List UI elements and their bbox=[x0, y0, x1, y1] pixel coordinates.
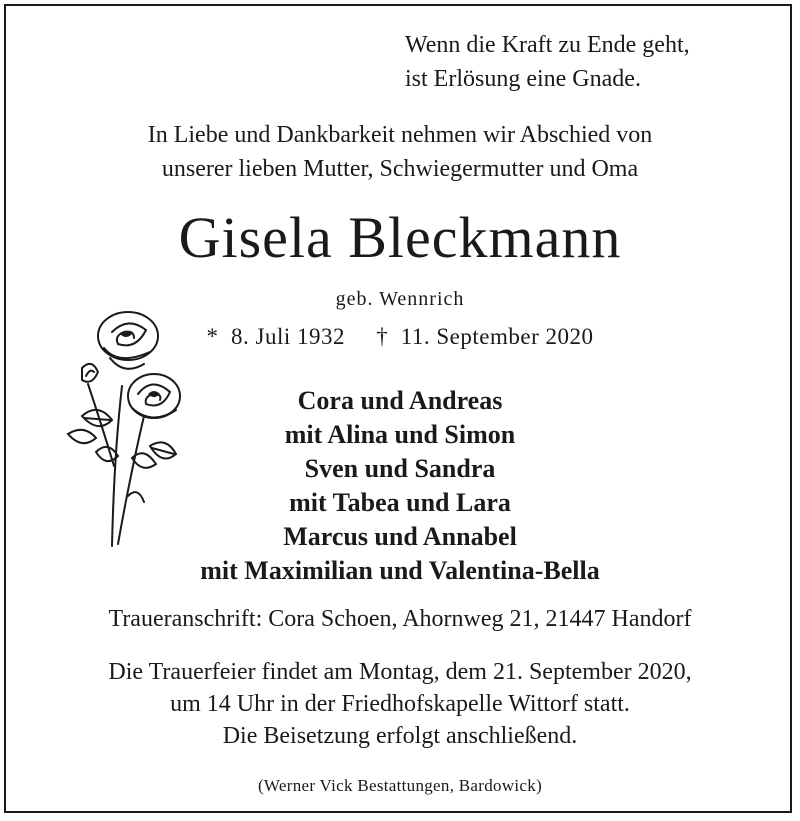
ceremony-line-3: Die Beisetzung erfolgt anschließend. bbox=[222, 723, 578, 749]
intro-text bbox=[0, 118, 800, 186]
motto bbox=[405, 28, 785, 96]
ceremony-line-2: um 14 Uhr in der Friedhofskapelle Wittorf statt. bbox=[170, 691, 630, 717]
ceremony-line-1: Die Trauerfeier findet am Montag, dem 21. September 2020, bbox=[108, 659, 692, 685]
mourning-address: Traueranschrift: Cora Schoen, Ahornweg 21, 21447 Handorf bbox=[108, 606, 692, 632]
maiden-name: geb. Wennrich bbox=[335, 288, 465, 310]
ceremony-info bbox=[0, 656, 800, 752]
motto-line-2: ist Erlösung eine Gnade. bbox=[405, 66, 641, 92]
life-dates: * 8. Juli 1932 † 11. September 2020 bbox=[206, 324, 594, 349]
intro-line-1: In Liebe und Dankbarkeit nehmen wir Abschied von bbox=[147, 122, 653, 148]
family-line: Sven und Sandra bbox=[304, 454, 496, 483]
family-line: mit Maximilian und Valentina-Bella bbox=[200, 556, 600, 585]
family-line: Cora und Andreas bbox=[297, 386, 503, 415]
family-line: mit Alina und Simon bbox=[284, 420, 516, 449]
undertaker-credit: (Werner Vick Bestattungen, Bardowick) bbox=[257, 776, 543, 795]
family-line: Marcus und Annabel bbox=[283, 522, 517, 551]
family-line: mit Tabea und Lara bbox=[289, 488, 511, 517]
intro-line-2: unserer lieben Mutter, Schwiegermutter und Oma bbox=[161, 156, 639, 182]
deceased-name: Gisela Bleckmann bbox=[178, 205, 622, 270]
motto-line-1: Wenn die Kraft zu Ende geht, bbox=[405, 32, 690, 58]
family-list bbox=[0, 384, 800, 588]
